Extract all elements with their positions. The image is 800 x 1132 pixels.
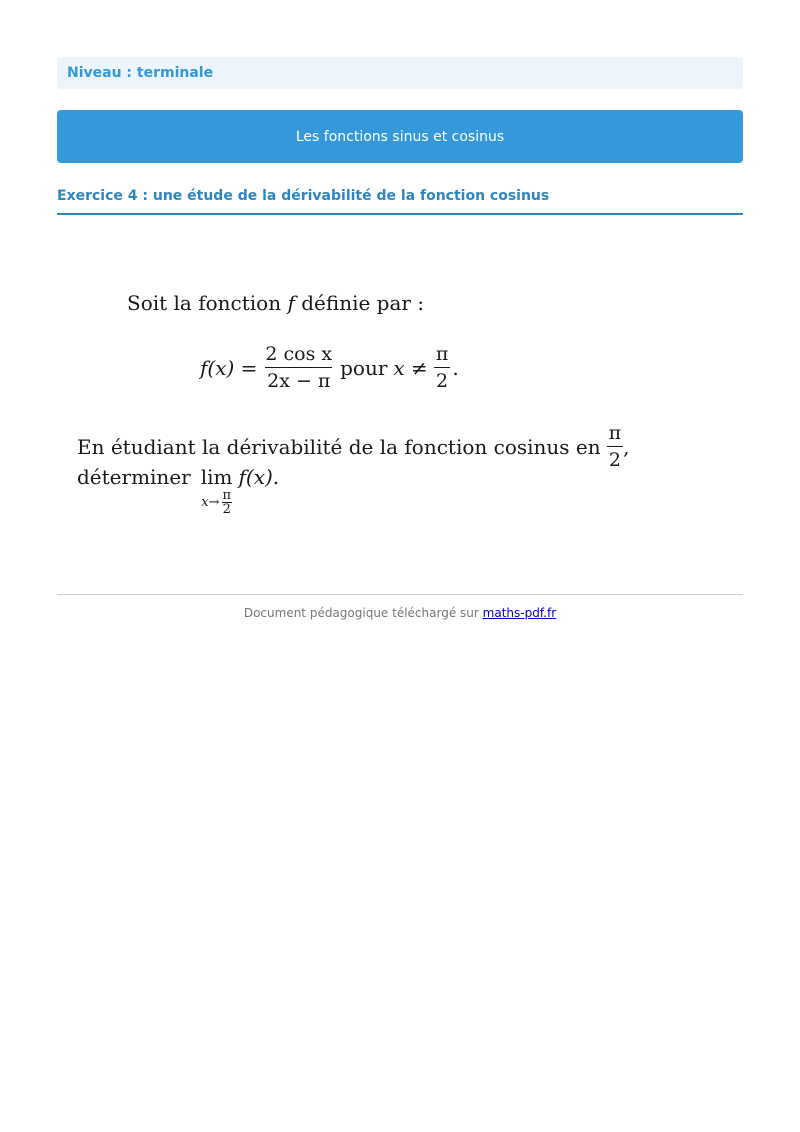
limit-sub-denominator: 2 <box>222 502 231 517</box>
question-fraction <box>607 422 624 471</box>
question-comma: , <box>623 434 630 459</box>
chapter-title: Les fonctions sinus et cosinus <box>295 128 505 145</box>
footer-link[interactable]: maths-pdf.fr <box>482 606 557 620</box>
footer-divider <box>57 594 743 595</box>
limit-operator <box>201 465 233 516</box>
footer <box>57 606 743 620</box>
level-box <box>57 57 743 89</box>
condition-numerator: π <box>435 343 449 365</box>
question-text-2: déterminer <box>77 465 191 489</box>
exercise-heading <box>57 185 743 215</box>
question-text-1: En étudiant la dérivabilité de la fonction cosinus en <box>77 434 601 459</box>
formula-fraction <box>263 343 334 392</box>
condition-fraction <box>434 343 451 392</box>
formula-denominator: 2x − π <box>265 367 332 392</box>
formula-condition-text: pour <box>340 355 388 380</box>
formula-condition-var: x ≠ <box>393 355 428 380</box>
intro-line <box>127 291 424 315</box>
footer-text: Document pédagogique téléchargé sur <box>243 606 479 620</box>
condition-denominator: 2 <box>434 367 450 392</box>
question-line-1 <box>77 422 629 471</box>
limit-expression: f(x). <box>238 465 280 489</box>
exercise-content <box>57 215 743 585</box>
intro-var: f <box>287 291 295 315</box>
limit-subscript <box>201 489 232 516</box>
function-formula <box>200 343 459 392</box>
formula-lhs: f(x) = <box>200 355 258 380</box>
formula-end: . <box>452 355 459 380</box>
intro-suffix: définie par : <box>301 291 425 315</box>
limit-word: lim <box>200 465 233 489</box>
formula-numerator: 2 cos x <box>265 343 333 365</box>
limit-sub-fraction <box>221 489 232 516</box>
question-denominator: 2 <box>607 446 623 471</box>
limit-sub-var: x→ <box>201 494 220 510</box>
limit-sub-numerator: π <box>222 488 231 503</box>
intro-prefix: Soit la fonction <box>127 291 282 315</box>
level-label: Niveau : terminale <box>67 65 214 81</box>
question-numerator: π <box>608 422 622 444</box>
exercise-title: Exercice 4 : une étude de la dérivabilité de la fonction cosinus <box>57 188 550 204</box>
question-line-2 <box>77 465 279 516</box>
chapter-banner <box>57 110 743 163</box>
